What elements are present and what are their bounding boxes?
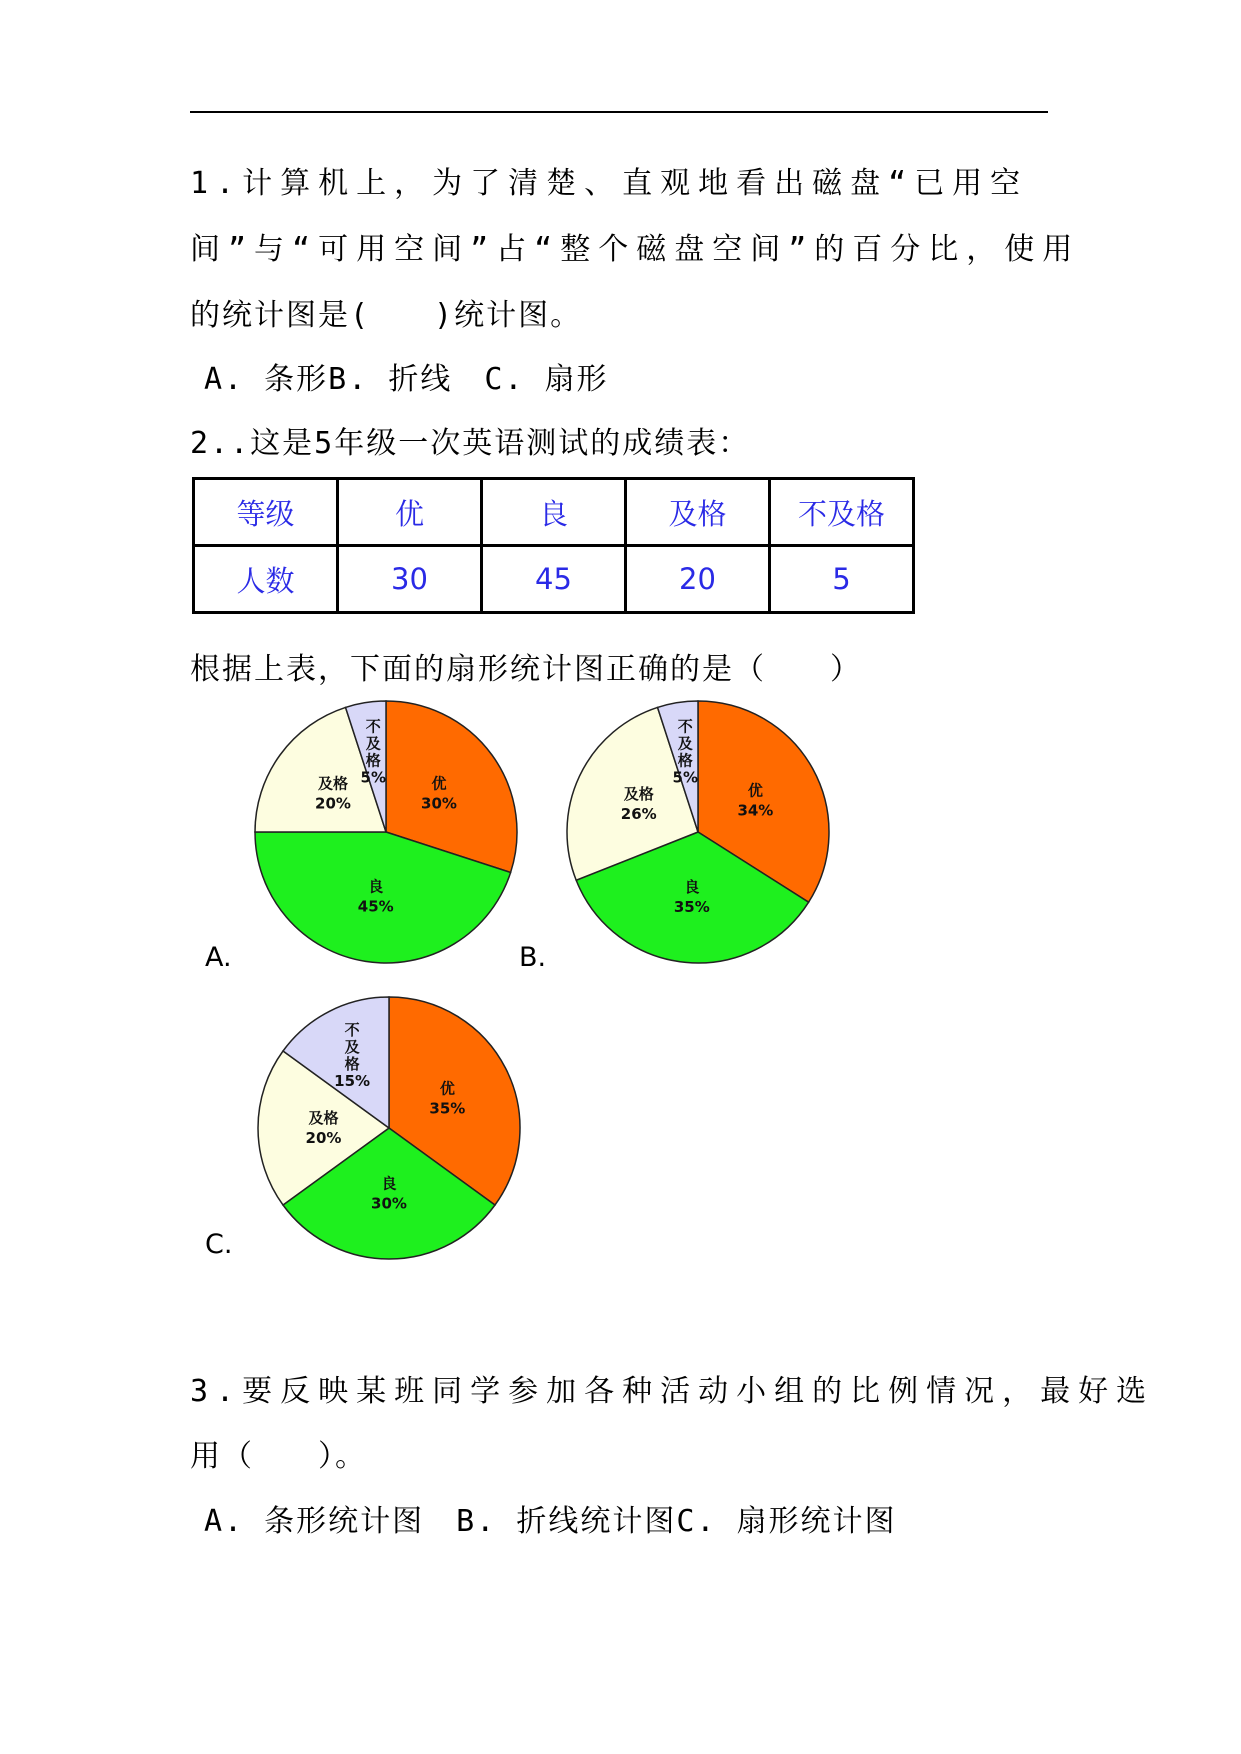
slice-label-fail: 及 xyxy=(344,1038,360,1057)
q2-question: 根据上表，下面的扇形统计图正确的是（ ） xyxy=(190,652,862,687)
slice-label-pass: 20% xyxy=(315,794,351,813)
slice-label-fail: 不 xyxy=(677,717,693,736)
table-row xyxy=(194,546,914,613)
table-cell: 5 xyxy=(770,546,914,613)
grades-table xyxy=(192,477,915,614)
q3-line-2: 用（ ）。 xyxy=(190,1439,367,1474)
table-header-row xyxy=(194,479,914,546)
slice-label-pass: 20% xyxy=(305,1129,342,1147)
slice-label-pass: 及格 xyxy=(308,1109,339,1127)
slice-label-excellent: 优 xyxy=(439,1079,455,1098)
q2-intro: 2..这是5年级一次英语测试的成绩表： xyxy=(190,426,751,461)
q1-line-2: 间”与“可用空间”占“整个磁盘空间”的百分比，使用 xyxy=(190,232,1081,267)
slice-label-fail: 及 xyxy=(677,734,693,753)
slice-label-excellent: 优 xyxy=(747,781,763,800)
q1-line-3: 的统计图是( )统计图。 xyxy=(190,298,583,333)
header-rule xyxy=(190,111,1048,113)
slice-label-fail: 格 xyxy=(344,1055,360,1074)
slice-label-pass: 及格 xyxy=(623,785,654,804)
slice-label-excellent: 34% xyxy=(737,801,774,820)
slice-label-good: 良 xyxy=(684,878,700,897)
pie-chart-c xyxy=(254,993,524,1263)
slice-label-fail: 格 xyxy=(677,751,693,770)
slice-label-excellent: 优 xyxy=(431,774,447,793)
table-cell: 30 xyxy=(338,546,482,613)
table-cell: 及格 xyxy=(626,479,770,546)
slice-label-pass: 及格 xyxy=(318,774,349,793)
slice-label-fail: 不 xyxy=(365,717,381,736)
table-cell: 良 xyxy=(482,479,626,546)
slice-label-fail: 5% xyxy=(360,768,387,787)
slice-label-good: 45% xyxy=(357,897,394,916)
slice-label-fail: 5% xyxy=(672,768,699,787)
option-letter-c: C. xyxy=(205,1229,233,1260)
slice-label-fail: 15% xyxy=(334,1072,371,1091)
slice-label-fail: 及 xyxy=(365,734,381,753)
option-letter-a: A. xyxy=(205,942,232,973)
slice-label-excellent: 35% xyxy=(429,1099,466,1118)
q1-options: A. 条形B. 折线 C. 扇形 xyxy=(204,362,609,397)
table-cell: 20 xyxy=(626,546,770,613)
slice-label-fail: 不 xyxy=(344,1021,360,1040)
slice-label-good: 良 xyxy=(381,1174,397,1193)
table-cell: 等级 xyxy=(194,479,338,546)
slice-label-good: 35% xyxy=(673,898,710,917)
pie-chart-b xyxy=(563,697,833,967)
pie-chart-a xyxy=(251,697,521,967)
slice-label-good: 良 xyxy=(368,877,384,896)
table-cell: 45 xyxy=(482,546,626,613)
q3-line-1: 3.要反映某班同学参加各种活动小组的比例情况，最好选 xyxy=(190,1374,1155,1409)
slice-label-good: 30% xyxy=(371,1194,407,1213)
option-letter-b: B. xyxy=(519,942,547,973)
table-cell: 优 xyxy=(338,479,482,546)
slice-label-pass: 26% xyxy=(620,805,657,824)
q3-options: A. 条形统计图 B. 折线统计图C. 扇形统计图 xyxy=(204,1504,897,1539)
table-cell: 人数 xyxy=(194,546,338,613)
slice-label-fail: 格 xyxy=(365,751,381,770)
table-cell: 不及格 xyxy=(770,479,914,546)
q1-line-1: 1.计算机上，为了清楚、直观地看出磁盘“已用空 xyxy=(190,166,1029,201)
slice-label-excellent: 30% xyxy=(421,794,457,813)
